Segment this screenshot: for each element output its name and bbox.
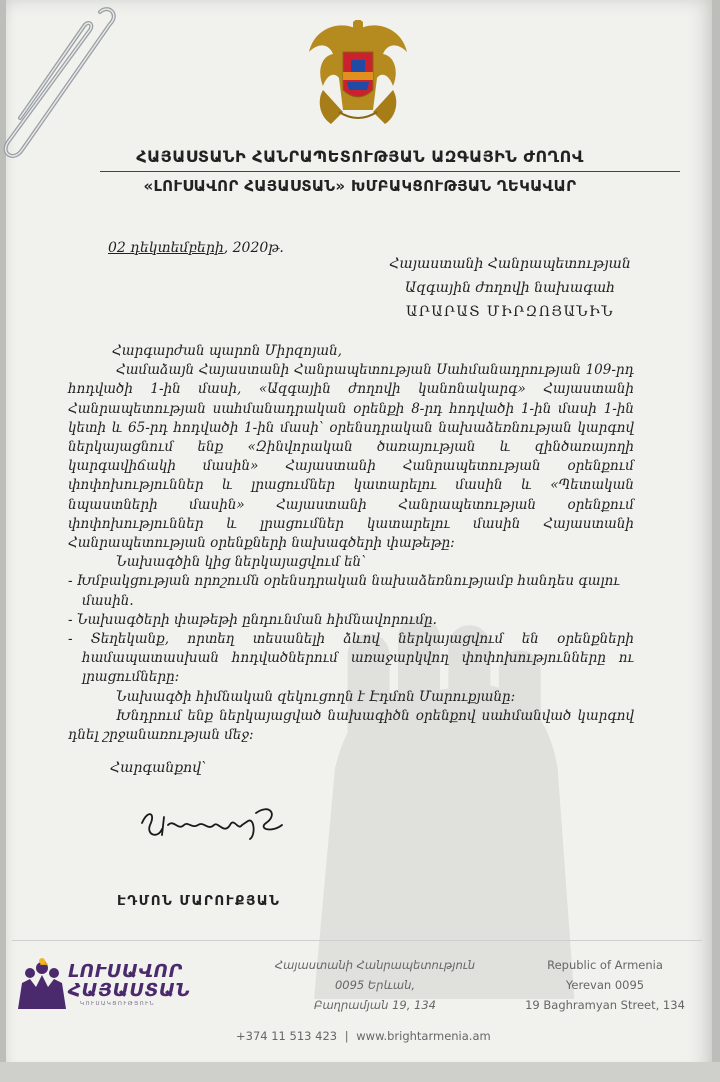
attached-intro: Նախագծին կից ներկայացվում են՝ [116,554,367,571]
bright-armenia-logo-icon [14,955,70,1011]
addressee-line2: Ազգային ժողովի նախագահ [404,280,616,296]
salutation: Հարգարժան պարոն Միրզոյան, [112,343,342,359]
address-line: Բաղրամյան 19, 134 [314,998,436,1012]
footer-website: www.brightarmenia.am [356,1029,491,1043]
address-line: Yerevan 0095 [565,978,645,992]
attachment-item: - Տեղեկանք, որտեղ տեսանելի ձևով ներկայացվում են օրենքների համապատասխան հոդվածներում առաջարկվող փոփոխությունները ու լրացումները: [68,631,634,686]
logo-text-line1: ԼՈՒՍԱՎՈՐ [68,961,183,982]
date-year: , 2020թ. [223,240,284,256]
letterhead-faction: «ԼՈՒՍԱՎՈՐ ՀԱՅԱՍՏԱՆ» ԽՄԲԱԿՑՈՒԹՅԱՆ ՂԵԿԱՎԱՐ [143,177,577,195]
footer-separator: | [344,1029,349,1043]
rapporteur-line: Նախագծի հիմնական զեկուցողն է Էդմոն Մարուքյանը: [116,688,516,705]
letterhead-organization: ՀԱՅԱՍՏԱՆԻ ՀԱՆՐԱՊԵՏՈՒԹՅԱՆ ԱԶԳԱՅԻՆ ԺՈՂՈՎ [136,147,584,166]
paper-stack-edge [0,1062,720,1082]
request-line: Խնդրում ենք ներկայացված նախագիծն օրենքով սահմանված կարգով դնել շրջանառության մեջ: [68,707,634,744]
attachment-item: - Խմբակցության որոշումն օրենսդրական նախաձեռնությամբ հանդես գալու մասին. [68,573,620,609]
addressee-name: ԱՐԱՐԱՏ ՄԻՐԶՈՅԱՆԻՆ [406,304,614,320]
addressee-line1: Հայաստանի Հանրապետության [389,256,631,272]
signature [138,795,288,845]
letter-date [108,240,284,256]
footer-contact [236,1029,491,1043]
paperclip-icon [0,0,120,170]
footer-divider [12,940,702,941]
letterhead-divider [100,171,680,172]
signatory-name: ԷԴՄՈՆ ՄԱՐՈՒՔՅԱՆ [117,893,281,909]
coat-of-arms-icon [303,20,413,132]
footer-phone: +374 11 513 423 [236,1029,338,1043]
letter-body [68,342,634,745]
footer-address-english [500,955,710,1015]
address-line: 19 Baghramyan Street, 134 [525,998,685,1012]
address-line: Հայաստանի Հանրապետություն [274,958,476,972]
attachment-item: - Նախագծերի փաթեթի ընդունման հիմնավորումը. [68,611,437,628]
addressee-block [380,252,640,324]
address-line: 0095 Երևան, [334,978,416,992]
date-day-month: 02 դեկտեմբերի [108,240,224,256]
main-paragraph: Համաձայն Հայաստանի Հանրապետության Սահմանադրության 109-րդ հոդվածի 1-ին մասի, «Ազգային ժողովի կանոնակարգ» Հայաստանի Հանրապետության սահմանադրական օրենքի 8-րդ հոդվածի 1-ին մասի 1-ին կետի և 65-րդ հոդվածի 1-ին մասի՝ օրենսդրական նախաձեռնության կարգով ներկայացնում ենք «Զինվորական ծառայության և զինծառայողի կարգավիճակի մասին» Հայաստանի Հանրապետության օրենքում փոփոխություններ և լրացումներ կատարելու մասին և «Պետական նպաստների մասին» Հայաստանի Հանրապետության օրենքում փոփոխություններ և լրացումներ կատարելու մասին Հայաստանի Հանրապետության օրենքների նախագծերի փաթեթը: [68,362,634,552]
footer-address-armenian [260,955,490,1015]
address-line: Republic of Armenia [547,958,663,972]
closing: Հարգանքով՝ [110,760,207,776]
logo-text-sub: ԿՈՒՍԱԿՑՈՒԹՅՈՒՆ [80,1001,156,1007]
logo-text-line2: ՀԱՅԱՍՏԱՆ [68,980,191,1001]
